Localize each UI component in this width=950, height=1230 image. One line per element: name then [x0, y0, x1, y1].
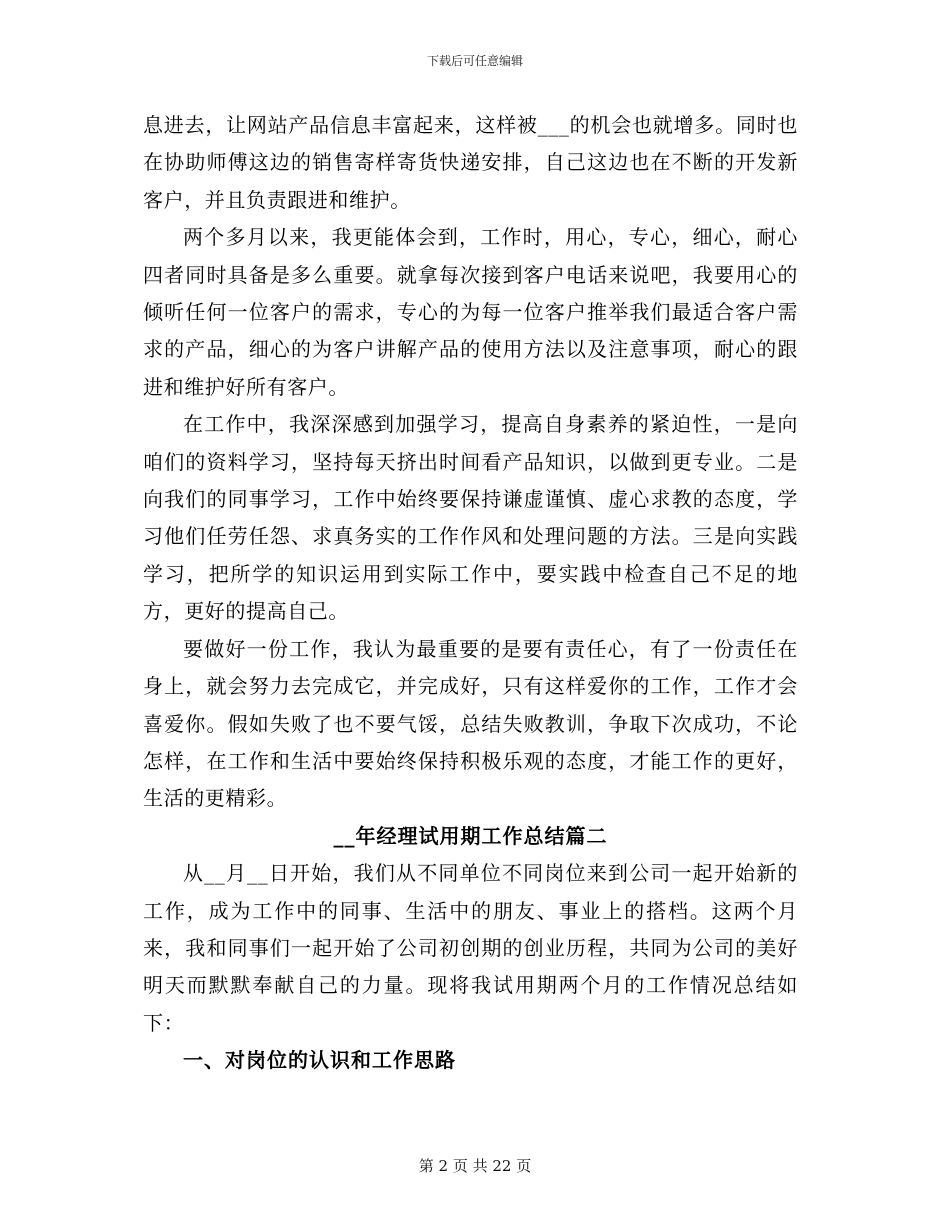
page-header-note: 下载后可任意编辑 — [426, 54, 523, 68]
paragraph: 息进去，让网站产品信息丰富起来，这样被___的机会也就增多。同时也在协助师傅这边的销售寄样寄货快递安排，自己这边也在不断的开发新客户，并且负责跟进和维护。 — [143, 113, 798, 212]
paragraph: 两个多月以来，我更能体会到，工作时，用心，专心，细心，耐心四者同时具备是多么重要。就拿每次接到客户电话来说吧，我要用心的倾听任何一位客户的需求，专心的为每一位客户推举我们最适合客户需求的产品，细心的为客户讲解产品的使用方法以及注意事项，耐心的跟进和维护好所有客户。 — [143, 225, 798, 399]
subheading: 一、对岗位的认识和工作思路 — [183, 1048, 456, 1073]
document-body — [143, 107, 798, 1080]
paragraph: 从__月__日开始，我们从不同单位不同岗位来到公司一起开始新的工作，成为工作中的同事、生活中的朋友、事业上的搭档。这两个月来，我和同事们一起开始了公司初创期的创业历程，共同为公司的美好明天而默默奉献自己的力量。现将我试用期两个月的工作情况总结如下： — [143, 861, 798, 1035]
page-number: 第 2 页 共 22 页 — [418, 1157, 532, 1175]
paragraph: 要做好一份工作，我认为最重要的是要有责任心，有了一份责任在身上，就会努力去完成它，并完成好，只有这样爱你的工作，工作才会喜爱你。假如失败了也不要气馁，总结失败教训，争取下次成功，不论怎样，在工作和生活中要始终保持积极乐观的态度，才能工作的更好，生活的更精彩。 — [143, 636, 798, 811]
section-title: __年经理试用期工作总结篇二 — [333, 823, 608, 848]
paragraph: 在工作中，我深深感到加强学习，提高自身素养的紧迫性，一是向咱们的资料学习，坚持每天挤出时间看产品知识，以做到更专业。二是向我们的同事学习，工作中始终要保持谦虚谨慎、虚心求教的态度，学习他们任劳任怨、求真务实的工作作风和处理问题的方法。三是向实践学习，把所学的知识运用到实际工作中，要实践中检查自己不足的地方，更好的提高自己。 — [143, 412, 798, 624]
